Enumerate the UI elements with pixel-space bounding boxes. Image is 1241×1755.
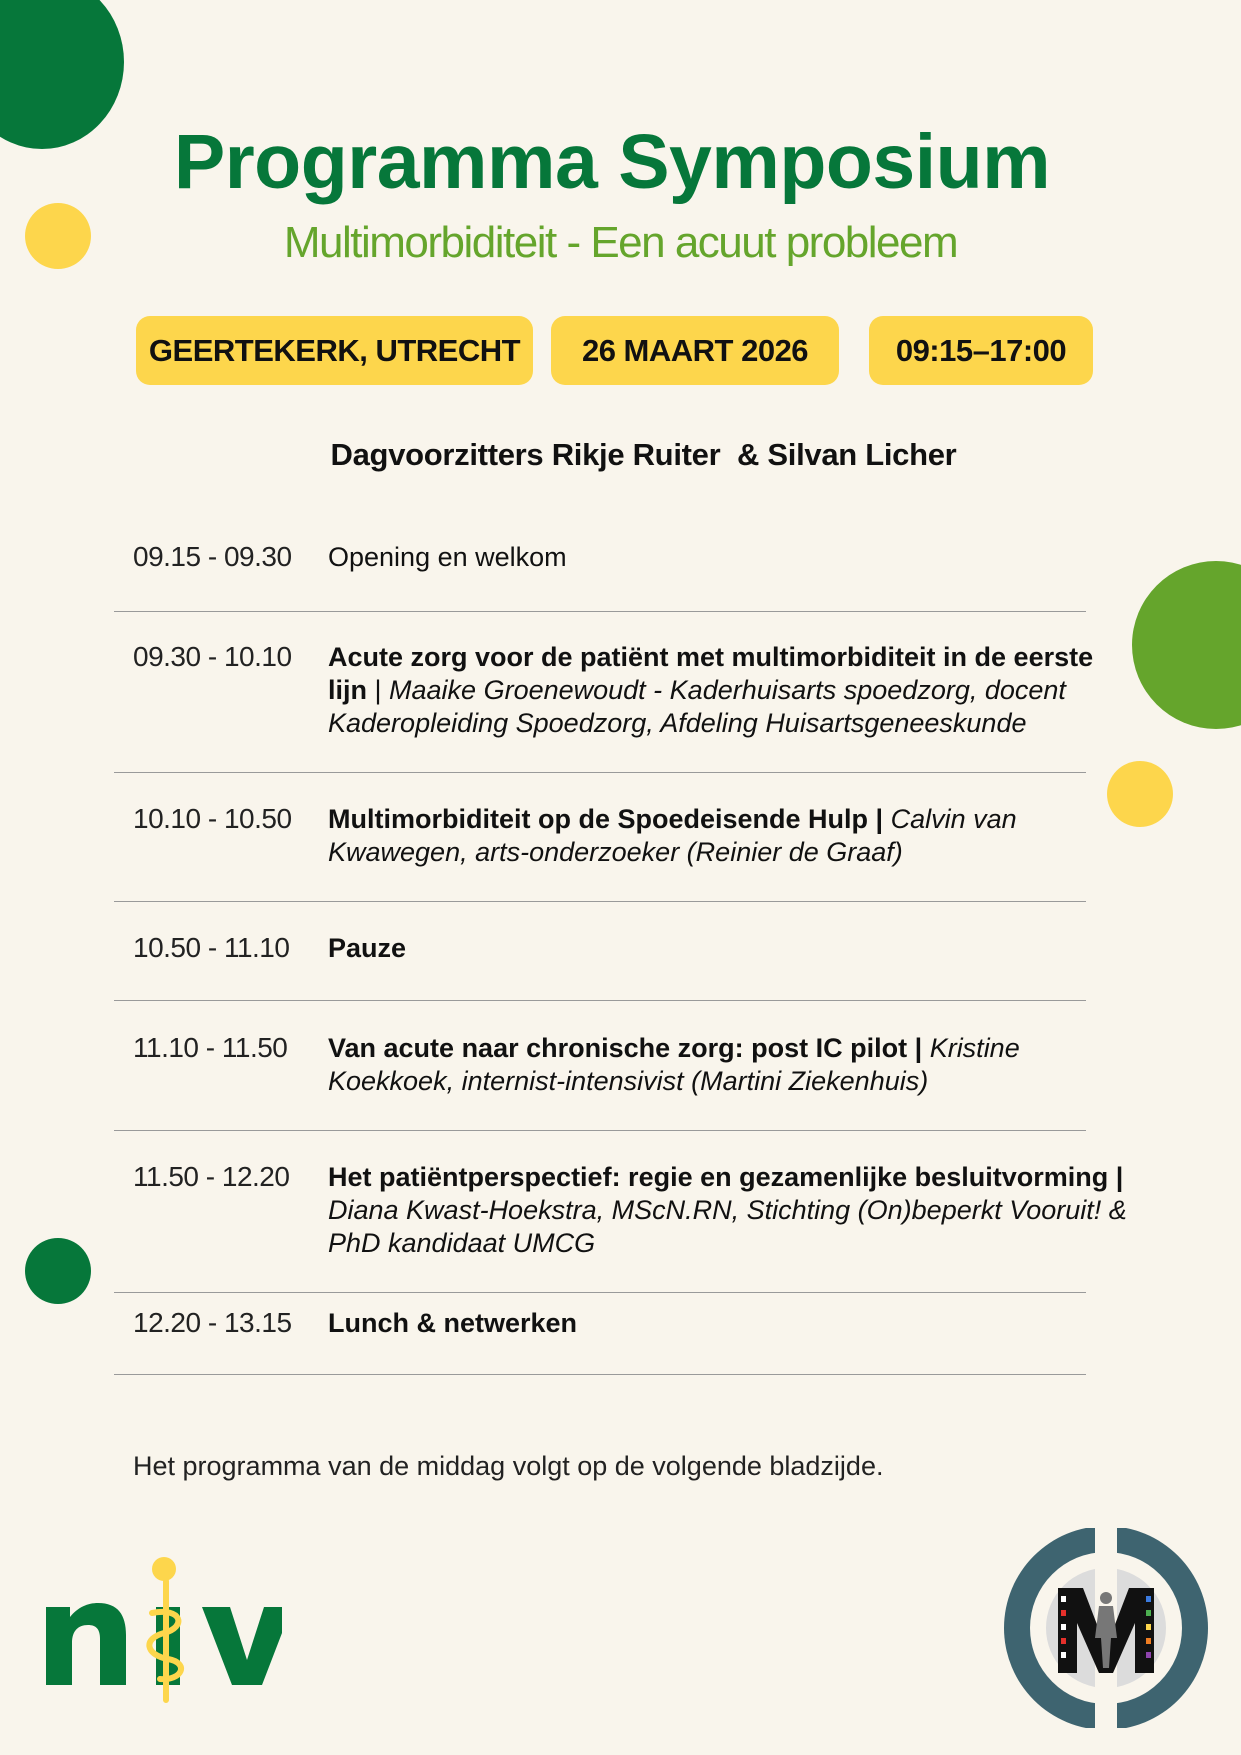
location-badge: GEERTEKERK, UTRECHT (136, 316, 533, 385)
program-row (114, 641, 1094, 773)
program-time: 10.10 - 10.50 (133, 803, 292, 834)
program-time: 11.10 - 11.50 (133, 1032, 288, 1063)
program-time: 09.30 - 10.10 (133, 641, 292, 672)
program-row (114, 541, 1086, 612)
program-row (114, 1032, 1086, 1131)
program-separator (883, 804, 891, 834)
page-subtitle: Multimorbiditeit - Een acuut probleem (283, 218, 958, 267)
program-speaker: Maaike Groenewoudt - Kaderhuisarts spoedzorg, docent Kaderopleiding Spoedzorg, Afdeling Huisartsgeneeskunde (328, 675, 1066, 738)
program-desc (328, 641, 1118, 740)
program-title: Multimorbiditeit op de Spoedeisende Hulp | (328, 804, 884, 834)
program-row (114, 1161, 1127, 1293)
program-time: 11.50 - 12.20 (133, 1161, 290, 1192)
program-title: Opening en welkom (328, 542, 567, 572)
program-title: Pauze (328, 933, 407, 963)
program-desc (328, 803, 1118, 869)
m-logo (1003, 1528, 1209, 1728)
program-separator (922, 1033, 930, 1063)
program-time: 09.15 - 09.30 (133, 541, 292, 572)
program-desc (328, 1032, 1118, 1098)
page-title: Programma Symposium (173, 119, 1051, 205)
time-badge: 09:15–17:00 (869, 316, 1093, 385)
footer-note: Het programma van de middag volgt op de volgende bladzijde. (133, 1451, 884, 1481)
program-title: Het patiëntperspectief: regie en gezamenlijke besluitvorming | (328, 1162, 1124, 1192)
program-speaker: Calvin van Kwawegen, arts-onderzoeker (Reinier de Graaf) (328, 804, 1017, 867)
program-row (114, 932, 1086, 1001)
chairs-line: Dagvoorzitters Rikje Ruiter & Silvan Licher (330, 437, 957, 472)
program-row (114, 803, 1086, 902)
decorative-circle (25, 1238, 91, 1304)
program-time: 12.20 - 13.15 (133, 1307, 292, 1338)
program-row (114, 1307, 1086, 1375)
program-desc (328, 541, 1118, 574)
program-desc (328, 1307, 1118, 1340)
niv-logo (42, 1555, 282, 1705)
program-time: 10.50 - 11.10 (133, 932, 290, 963)
program-speaker: Diana Kwast-Hoekstra, MScN.RN, Stichting (On)beperkt Vooruit! & PhD kandidaat UMCG (328, 1195, 1127, 1258)
program-title: Acute zorg voor de patiënt met multimorbiditeit in de eerste lijn (328, 642, 1094, 705)
decorative-circle (1132, 561, 1241, 729)
program-desc (328, 932, 1118, 965)
program-speaker: Kristine Koekkoek, internist-intensivist (Martini Ziekenhuis) (328, 1033, 1020, 1096)
program-title: Lunch & netwerken (328, 1308, 578, 1338)
program-title: Van acute naar chronische zorg: post IC pilot | (328, 1033, 923, 1063)
program-separator: | (367, 675, 390, 705)
program-desc (328, 1161, 1128, 1260)
date-badge: 26 MAART 2026 (551, 316, 839, 385)
